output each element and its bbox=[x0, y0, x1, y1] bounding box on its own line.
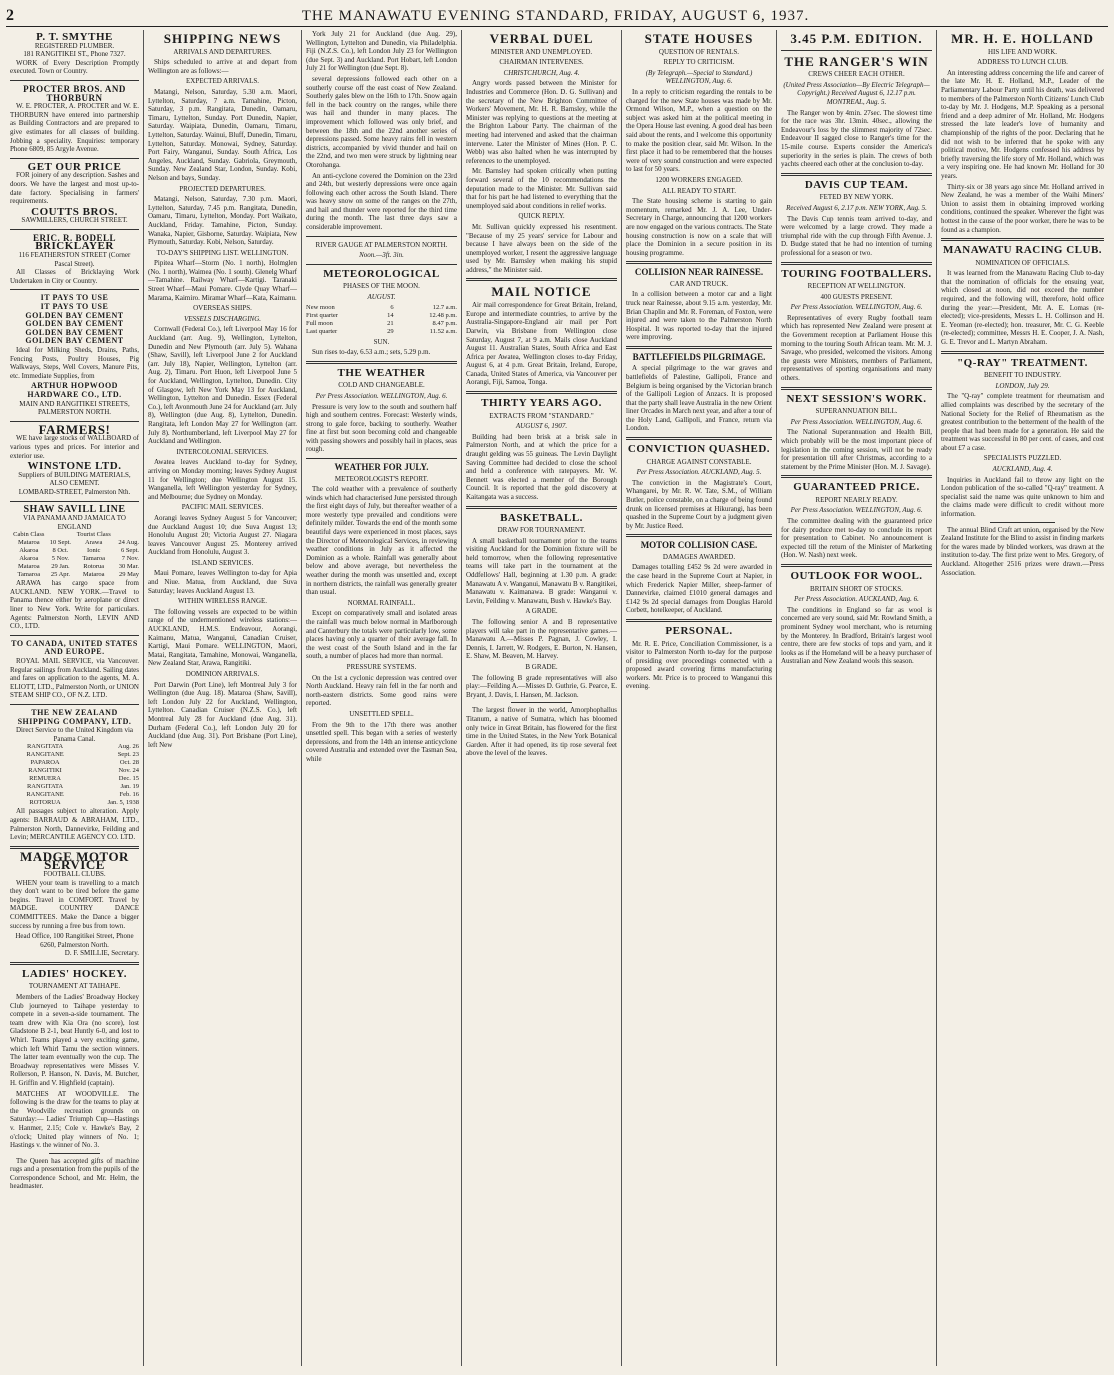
headline-state-houses: STATE HOUSES bbox=[644, 31, 754, 46]
ad-price: GET OUR PRICE FOR joinery of any description. Sashes and doors. We have the largest and most up-to-date factory. Specialising in farmers' requirements. COUTTS BROS. SAWMILLERS, CHURCH STREET. bbox=[10, 160, 139, 225]
headline-ladies-hockey: LADIES' HOCKEY. bbox=[22, 967, 127, 980]
headline-guaranteed-price: GUARANTEED PRICE. bbox=[793, 481, 920, 494]
masthead bbox=[6, 6, 1108, 27]
headline-personal: PERSONAL. bbox=[665, 624, 733, 637]
headline-weather-july: WEATHER FOR JULY. bbox=[334, 462, 429, 473]
headline-outlook-wool: OUTLOOK FOR WOOL. bbox=[790, 570, 923, 582]
headline-meteorological: METEOROLOGICAL bbox=[323, 267, 440, 280]
column-2: SHIPPING NEWS ARRIVALS AND DEPARTURES. Ships scheduled to arrive at and depart from Wellington are as follows:— EXPECTED ARRIVALS. Matangi, Nelson, Saturday, 5.30 a.m. Maori, Lyttelton, Saturday, 7 a.m. Tamahine, Picton, Saturday, 3 p.m. Rangitata, Dunedin, Oamaru, Timaru, Lyttelton, Sunday. Port Dunedin, Napier, Saturday. Waipiata, Dunedin, Oamaru, Timaru, Lyttelton, Saturday. Wainui, Bluff, Dunedin, Timaru, Lyttelton, Saturday. Monowai, Sydney, Saturday. Port Fairy, Wanganui, Sunday. South Africa, Los Angeles, Auckland, Sunday. Gabriola, Greymouth, Sunday. New Zealand Star, London, Sunday. Kobi, Nelson and bays, Sunday. PROJECTED DEPARTURES. Matangi, Nelson, Saturday, 7.30 p.m. Maori, Lyttelton, Saturday, 7.45 p.m. Rangitata, Dunedin, Oamaru, Timaru, Lyttelton, Monday. Port Waikato, Auckland, Friday. Tamahine, Picton, Sunday. Wanaka, Napier, Gisborne, Saturday. Waipiata, New Plymouth, Saturday. Kobi, Nelson, Saturday. TO-DAY'S SHIPPING LIST. WELLINGTON. Pipitea Wharf—Storm (No. 1 north), Holmglen (No. 1 north), Waimea (No. 1 south). Glenelg Wharf—Tamahine. Railway Wharf—Kartigi. Taranaki Street Wharf—Maui Pomare. Clyde Quay Wharf—Marama, Kaimiro. Miramar Wharf—Kata, Kaimanu. OVERSEAS SHIPS. VESSELS DISCHARGING. Cornwall (Federal Co.), left Liverpool May 16 for Auckland (arr. Aug. 9), Wellington, Lyttelton, Dunedin and New Plymouth (arr. July 5). Wahana (Shaw, Savill), left Liverpool June 2 for Auckland (arr. July 18), Napier, Wellington, Lyttelton (arr. Aug. 2), Timaru. Port Huon, left Liverpool June 5 for Auckland, Wellington, Lyttelton, Dunedin. City of Glasgow, left New York May 13 for Auckland, Wellington, Lyttelton and Dunedin. Essex (Federal Co.), left Avonmouth June 24 for Auckland (arr. July 8), Wellington (due Aug. 8), Lyttelton, Dunedin. Rangitata, left London May 27 for Wellington (arr. July 8). Northumberland, left Liverpool May 27 for Auckland and Wellington. INTERCOLONIAL SERVICES. Awatea leaves Auckland to-day for Sydney, arriving on Monday morning; leaves Sydney August 11 for Wellington; due Wellington August 15. Wanganella, left Wellington yesterday for Sydney, and Melbourne; due Sydney on Monday. PACIFIC MAIL SERVICES. Aorangi leaves Sydney August 5 for Vancouver; due Auckland August 10; due Suva August 13; Honolulu August 20; Victoria August 27. Niagara leaves Vancouver August 25. Monterey arrived Auckland from Honolulu, August 3. ISLAND SERVICES. Maui Pomare, leaves Wellington to-day for Apia and Niue. Matua, from Auckland, due Suva Saturday; leaves Auckland August 13. WITHIN WIRELESS RANGE. The following vessels are expected to be within range of the undermentioned wireless stations:— AUCKLAND, H.M.S. Endeavour, Aorangi, Kaimanu, Matua, Wanganui, Canadian Cruiser, Kartigi, Maui Pomare. WELLINGTON, Maori, Matai, Rangitata, Tamahine, Monowai, Wanganella, New Zealand Star, Arawa, Rangitiki. DOMINION ARRIVALS. Port Darwin (Port Line), left Montreal July 3 for Wellington (due Aug. 18). Mataroa (Shaw, Savill), left London July 22 for Auckland, Wellington, Lyttelton. Canadian Cruiser (N.Z.S. Co.), left Montreal July 28 for Auckland (due Aug. 31). Durham (Federal Co.), left London July 20 for Auckland (due Aug. 31). Port Brisbane (Port Line), left New bbox=[144, 30, 302, 1366]
headline-collision: COLLISION NEAR RAINESSE. bbox=[634, 267, 764, 278]
headline-motor-collision: MOTOR COLLISION CASE. bbox=[640, 540, 758, 551]
headline-edition: 3.45 P.M. EDITION. bbox=[790, 31, 923, 46]
column-3: York July 21 for Auckland (due Aug. 29), Wellington, Lyttelton and Dunedin, via Philadelphia. Fiji (N.Z.S. Co.), left London July 23 for Wellington (due Sept. 3) and Auckland. Port Hobart, left London July 21 for Wellington (due Sept. 8). several depressions followed each other on a southerly course off the east coast of New Zealand. Southerly gales blew on the 16th to 17th. Snow again fell in the back country on the ranges, while there was hail and thunder in many places. The improvement which followed was only brief, and between the 18th and the 22nd another series of depressions passed. Some heavy rains fell in western districts, accompanied by vivid thunder and hail on the 22nd, and two men were struck by lightning near Otorohanga. An anti-cyclone covered the Dominion on the 23rd and 24th, but westerly depressions were once again following each other across the South Island. There was heavy snow on some of the ranges on the 27th, and hail and thunder were reported for the third time during the month. The last three days saw a considerable improvement. RIVER GAUGE AT PALMERSTON NORTH. Noon.—3ft. 3in. METEOROLOGICAL PHASES OF THE MOON. AUGUST. New moon 6 12.7 a.m. First quarter 14 12.48 p.m. Full moon 21 8.47 p.m. Last quarter 29 11.52 a.m. SUN. Sun rises to-day, 6.53 a.m.; sets, 5.29 p.m. THE WEATHER COLD AND CHANGEABLE. Per Press Association. WELLINGTON, Aug. 6. Pressure is very low to the south and southern half high and southern centres. Forecast: Westerly winds, strong to gale force, backing to southerly. Weather fine at first but soon becoming cold and changeable with passing showers and possibly hail in places, seas rough. WEATHER FOR JULY. METEOROLOGIST'S REPORT. The cold weather with a prevalence of southerly winds which had characterised June persisted through the first eight days of July, but thereafter weather of a more westerly type prevailed and conditions were definitely milder. Towards the end of the month some beautiful days were experienced in most places, says the Director of Meteorological Services, in reviewing weather conditions in July as it affected the Dominion as a whole. Rainfall was generally about below and above average, but nevertheless the weather during the month was unsettled and, except in northern districts, the rainfall was generally greater than usual. NORMAL RAINFALL. Except on comparatively small and isolated areas the rainfall was much below normal in Marlborough and Canterbury the totals were particularly low, some places having only a quarter of their average fall. In the west coast of the South Island and in the far south, a number of places had more than normal. PRESSURE SYSTEMS. On the 1st a cyclonic depression was centred over North Auckland. Heavy rain fell in the far north and north-eastern districts. Some good rains were reported. UNSETTLED SPELL. From the 9th to the 17th there was another unsettled spell. This began with a series of westerly depressions, and from the 14th an intense anticyclone covered Australia and extended over the Tasman Sea, while bbox=[302, 30, 462, 1366]
article-expected-arrivals: Matangi, Nelson, Saturday, 5.30 a.m. Maori, Lyttelton, Saturday, 7 a.m. Tamahine, Picton, Saturday, 3 p.m. Rangitata, Dunedin, Oamaru, Timaru, Lyttelton, Sunday. Port Dunedin, Napier, Saturday. Waipiata, Dunedin, Oamaru, Timaru, Lyttelton, Saturday. Wainui, Bluff, Dunedin, Timaru, Lyttelton, Saturday. Monowai, Sydney, Saturday. Port Fairy, Wanganui, Sunday. South Africa, Los Angeles, Auckland, Sunday. Gabriola, Greymouth, Sunday. New Zealand Star, London, Sunday. Kobi, Nelson and bays, Sunday. bbox=[148, 88, 297, 182]
savill-table: Cabin Class Tourist Class Mataroa 10 Sept. Arawa 24 Aug. Akaroa 8 Oct. Ionic 6 Sept. Akaroa 5 Nov. Tamaroa 7 Nov. Mataroa 29 Jan. Rotorua 30 Mar. Tamaroa 25 Apr. Mataroa 29 May bbox=[13, 531, 139, 579]
column-4: VERBAL DUEL MINISTER AND UNEMPLOYED. CHAIRMAN INTERVENES. CHRISTCHURCH, Aug. 4. Angry words passed between the Minister for Industries and Commerce (Hon. D. G. Sullivan) and the secretary of the New Brighton Committee of Workers' Movement, Mr. H. R. Barnsley, while the Minister was replying to questions at the meeting at the Brighton Labour Party. The chairman of the meeting had intervened and asked that the chairman intervene. Later the Minister of Mines (Hon. P. C. Webb) was also halted when he was interrupted by references to the unemployed. Mr. Barnsley had spoken critically when putting forward several of the 10 recommendations the deputation made to the Minister. Mr. Sullivan said that for his part he had listened to everything that the unemployed said about conditions in relief works. QUICK REPLY. Mr. Sullivan quickly expressed his resentment. "Because of my 25 years' service for Labour and because I have always been on the side of the unemployed worker, I resent the aggressive language used by Mr. Barnsley when making his stupid address," the Minister said. MAIL NOTICE Air mail correspondence for Great Britain, Ireland, Europe and intermediate countries, to arrive by the Australia-Singapore-England air mail per Port Darwin, via Brisbane from Wellington close Saturday, August 7, at 9 a.m. Mails close Auckland August 11. Australian States, South Africa and East Africa per Awatea, Wellington closes to-day Friday, August 6, at 4 p.m. Great Britain, Ireland, Europe, Canada, United States of America, via Vancouver per Aorangi, Fiji, Samoa, Tonga. THIRTY YEARS AGO. EXTRACTS FROM "STANDARD." AUGUST 6, 1907. Building had been brisk at a brisk sale in Palmerston North, and at which the price for a draught gelding was 55 guineas. The Levin Daylight Saving Committee had decided to close the school and held a conference with ratepayers. Mr. W. Bennett was elected a member of the Borough Council. It is reported that the gold discovery at Kaitangata was a success. BASKETBALL. DRAW FOR TOURNAMENT. A small basketball tournament prior to the teams visiting Auckland for the Dominion fixture will be held tomorrow, when the following representative teams will take part in the tournament at the Oddfellows' Hall, beginning at 1.30 p.m. A grade: Manawatu A v. Wanganui, Manawatu B v. Rangitikei, Manawatu v. Kaimanawa. B grade: Wanganui v. Levin, Feilding v. Manawatu, Bush v. Hawke's Bay. A GRADE. The following senior A and B representative players will take part in the representative games.—Manawatu A.—Misses P. Pagnan, J. Cowley, I. Dennis, I. Jarrett, W. Rodgers, E. Burton, N. Hansen, E. Shaw, M. Beaven, M. Harvey. B GRADE. The following B grade representatives will also play:—Feilding A.—Misses D. Guthrie, G. Pearce, E. Bryant, J. Davis, I. Hansen, M. Jackson. The largest flower in the world, Amorphophallus Titanum, a native of Sumatra, which has bloomed only twice in Great Britain, has flowered for the first time in the United States, in the New York Botanical Garden. After it had opened, its tip rose several feet above the level of the leaves. bbox=[462, 30, 622, 1366]
ad-canada: TO CANADA, UNITED STATES AND EUROPE. ROYAL MAIL SERVICE, via Vancouver. Regular sailings from Auckland. Sailing dates and fares on application to the agents, M. A. ELIOTT, LTD., Palmerston North, or UNION STEAM SHIP CO., OF N.Z. LTD. bbox=[10, 638, 139, 700]
headline-the-weather: THE WEATHER bbox=[337, 366, 426, 379]
ad-cement: IT PAYS TO USE IT PAYS TO USE GOLDEN BAY CEMENT GOLDEN BAY CEMENT GOLDEN BAY CEMENT GOLDEN BAY CEMENT Ideal for Milking Sheds, Drains, Paths, Fencing Posts, Poultry Houses, Pig Walkways, Steps, Well Covers, Manure Pits, etc. Immediate Supplies, from ARTHUR HOPWOOD HARDWARE CO., LTD. MAIN AND RANGITIKEI STREETS, PALMERSTON NORTH. bbox=[10, 293, 139, 417]
headline-davis-cup: DAVIS CUP TEAM. bbox=[804, 178, 909, 191]
headline-shipping-news: SHIPPING NEWS bbox=[163, 31, 282, 46]
column-6: 3.45 P.M. EDITION. THE RANGER'S WIN CREWS CHEER EACH OTHER. (United Press Association—By Electric Telegraph—Copyright.) Received August 6, 12.17 p.m. MONTREAL, Aug. 5. The Ranger won by 4min. 27sec. The slowest time for the race was 3hr. 13min. 40sec., allowing the Endeavour's loss by the slimmest majority of 72sec. Endeavour II sagged close to Ranger's time for the 15-mile course. Experts consider the America's superiority in the series is plain. The crews of both yachts cheered each other at the conclusion to-day. DAVIS CUP TEAM. FETED BY NEW YORK. Received August 6, 2.17 p.m. NEW YORK, Aug. 5. The Davis Cup tennis team arrived to-day, and were welcomed by a large crowd. They made a triumphal ride with the cup through Fifth Avenue. J. D. Budge stated that he had no intention of turning professional for a season or two. TOURING FOOTBALLERS. RECEPTION AT WELLINGTON. 400 GUESTS PRESENT. Per Press Association. WELLINGTON, Aug. 6. Representatives of every Rugby football team which has represented New Zealand were present at the Government reception at Parliament House this morning to the touring South African team. Mr. M. J. Savage, who presided, welcomed the visitors. Among the guests were Ministers, members of Parliament, representatives of sporting organisations and many others. NEXT SESSION'S WORK. SUPERANNUATION BILL. Per Press Association. WELLINGTON, Aug. 6. The National Superannuation and Health Bill, which probably will be the most important piece of legislation in the coming session, will not be ready for presentation till after Christmas, according to a statement by the Prime Minister (Hon. M. J. Savage). GUARANTEED PRICE. REPORT NEARLY READY. Per Press Association. WELLINGTON, Aug. 6. The committee dealing with the guaranteed price for dairy produce met to-day to conclude its report for presentation to Cabinet. No announcement is expected till the return of the Minister of Marketing (Hon. W. Nash) next week. OUTLOOK FOR WOOL. BRITAIN SHORT OF STOCKS. Per Press Association. AUCKLAND, Aug. 6. The conditions in England so far as wool is concerned are very sound, said Mr. Rowland Smith, a prominent Sydney wool merchant, who is returning by the Monterey. In Bradford, Britain's largest wool centre, there are few stocks of tops and yarn, and it looks as if the Homeland will be a heavy purchaser of Australian and New Zealand wools this season. bbox=[777, 30, 937, 1366]
headline-battlefields: BATTLEFIELDS PILGRIMAGE. bbox=[632, 351, 766, 362]
article-hockey: Members of the Ladies' Broadway Hockey Club journeyed to Taihape yesterday to compete in a seven-a-side tournament. The team drew with Kia Ora (no score), lost Gladstone B 2-1, beat Huntly 6-0, and lost to Whirl. Teams played a very exciting game, which left Whirl Tamu the section winners. The latter team eventually won the cup. The Broadway representatives were Misses V. Rollerson, P. Hanson, N. Davis, M. Butcher, H. Griffin and V. Highfield (captain). bbox=[10, 993, 139, 1087]
ad-farmers: FARMERS! WE have large stocks of WALLBOARD of various types and prices. For interior and exterior use. WINSTONE LTD. Suppliers of BUILDING MATERIALS, ALSO CEMENT. LOMBARD-STREET, Palmerston Nth. bbox=[10, 421, 139, 496]
headline-verbal-duel: VERBAL DUEL bbox=[489, 31, 594, 46]
moon-phases-table: New moon 6 12.7 a.m. First quarter 14 12.48 p.m. Full moon 21 8.47 p.m. Last quarter 29 11.52 a.m. bbox=[306, 303, 457, 335]
columns bbox=[6, 30, 1108, 1366]
headline-basketball: BASKETBALL. bbox=[500, 511, 583, 524]
headline-racing-club: MANAWATU RACING CLUB. bbox=[942, 244, 1103, 257]
headline-touring-footballers: TOURING FOOTBALLERS. bbox=[781, 267, 932, 280]
ad-savill: SHAW SAVILL LINE VIA PANAMA AND JAMAICA TO ENGLAND Cabin Class Tourist Class Mataroa 10 Sept. Arawa 24 Aug. Akaroa 8 Oct. Ionic 6 Sept. Akaroa 5 Nov. Tamaroa 7 Nov. Mataroa 29 Jan. Rotorua 30 Mar. Tamaroa 25 Apr. Mataroa 29 May ARAWA has cargo space from AUCKLAND. NEW YORK.—Travel to Panama thence either by aeroplane or direct liner to New York. Write for particulars. Agents: Palmerston North, LEVIN AND CO., LTD. bbox=[10, 503, 139, 631]
ad-smythe: P. T. SMYTHE REGISTERED PLUMBER. 181 RANGITIKEI ST., Phone 7327. WORK of Every Description Promptly executed. Town or Country. bbox=[10, 31, 139, 76]
headline-rangers-win: THE RANGER'S WIN bbox=[784, 53, 929, 69]
headline-q-ray: "Q-RAY" TREATMENT. bbox=[957, 356, 1088, 369]
headline-next-session: NEXT SESSION'S WORK. bbox=[786, 392, 927, 405]
ad-bodell: ERIC. R. BODELL BRICKLAYER 116 FEATHERSTON STREET (Corner Pascal Street). All Classes of Bricklaying Work Undertaken in City or Country. bbox=[10, 232, 139, 285]
headline-thirty-years-ago: THIRTY YEARS AGO. bbox=[481, 397, 602, 410]
nz-shipping-table: RANGITATA Aug. 26 RANGITANE Sept. 23 PAPAROA Oct. 28 RANGITIKI Nov. 24 REMUERA Dec. 15 RANGITATA Jan. 19 RANGITANE Feb. 16 ROTORUA Jan. 5, 1938 bbox=[26, 743, 139, 807]
ad-madge: MADGE MOTOR SERVICE FOOTBALL CLUBS. WHEN your team is travelling to a match they don't want to be tired before the game begins. Travel in COMFORT. Travel by MADGE. COUNTRY DANCE COMMITTEES. Make the Dance a bigger success by running a free bus from town. Head Office, 100 Rangitikei Street, Phone 6260, Palmerston North. D. F. SMILLIE, Secretary. bbox=[10, 848, 139, 958]
ad-procter: PROCTER BROS. AND THORBURN W. E. PROCTER, A. PROCTER and W. E. THORBURN have entered into partnership as Building Contractors and are prepared to give estimates for all classes of building. Jobbing a speciality. Enquiries: temporary Phone 6809, 85 Argyle Avenue. bbox=[10, 83, 139, 154]
column-1: P. T. SMYTHE REGISTERED PLUMBER. 181 RANGITIKEI ST., Phone 7327. WORK of Every Description Promptly executed. Town or Country. PROCTER BROS. AND THORBURN W. E. PROCTER, A. PROCTER and W. E. THORBURN have entered into partnership as Building Contractors and are prepared to give estimates for all classes of building. Jobbing a speciality. Enquiries: temporary Phone 6809, 85 Argyle Avenue. GET OUR PRICE FOR joinery of any description. Sashes and doors. We have the largest and most up-to-date factory. Specialising in farmers' requirements. COUTTS BROS. SAWMILLERS, CHURCH STREET. ERIC. R. BODELL BRICKLAYER 116 FEATHERSTON STREET (Corner Pascal Street). All Classes of Bricklaying Work Undertaken in City or Country. IT PAYS TO USE IT PAYS TO USE GOLDEN BAY CEMENT GOLDEN BAY CEMENT GOLDEN BAY CEMENT GOLDEN BAY CEMENT Ideal for Milking Sheds, Drains, Paths, Fencing Posts, Poultry Houses, Pig Walkways, Steps, Well Covers, Manure Pits, etc. Immediate Supplies, from ARTHUR HOPWOOD HARDWARE CO., LTD. MAIN AND RANGITIKEI STREETS, PALMERSTON NORTH. FARMERS! WE have large stocks of WALLBOARD of various types and prices. For interior and exterior use. WINSTONE LTD. Suppliers of BUILDING MATERIALS, ALSO CEMENT. LOMBARD-STREET, Palmerston Nth. SHAW SAVILL LINE VIA PANAMA AND JAMAICA TO ENGLAND Cabin Class Tourist Class Mataroa 10 Sept. Arawa 24 Aug. Akaroa 8 Oct. Ionic 6 Sept. Akaroa 5 Nov. Tamaroa 7 Nov. Mataroa 29 Jan. Rotorua 30 Mar. Tamaroa 25 Apr. Mataroa 29 May ARAWA has cargo space from AUCKLAND. NEW YORK.—Travel to Panama thence either by aeroplane or direct liner to New York. Write for particulars. Agents: Palmerston North, LEVIN AND CO., LTD. TO CANADA, UNITED STATES AND EUROPE. ROYAL MAIL SERVICE, via Vancouver. Regular sailings from Auckland. Sailing dates and fares on application to the agents, M. A. ELIOTT, LTD., Palmerston North, or UNION STEAM SHIP CO., OF N.Z. LTD. THE NEW ZEALAND SHIPPING COMPANY, LTD. Direct Service to the United Kingdom via Panama Canal. RANGITATA Aug. 26 RANGITANE Sept. 23 PAPAROA Oct. 28 RANGITIKI Nov. 24 REMUERA Dec. 15 RANGITATA Jan. 19 RANGITANE Feb. 16 ROTORUA Jan. 5, 1938 All passages subject to alteration. Apply agents: BARRAUD & ABRAHAM, LTD., Palmerston North, Dannevirke, Feilding and Levin; MERCANTILE AGENCY CO. LTD. MADGE MOTOR SERVICE FOOTBALL CLUBS. WHEN your team is travelling to a match they don't want to be tired before the game begins. Travel in COMFORT. Travel by MADGE. COUNTRY DANCE COMMITTEES. Make the Dance a bigger success by running a free bus from town. Head Office, 100 Rangitikei Street, Phone 6260, Palmerston North. D. F. SMILLIE, Secretary. LADIES' HOCKEY. TOURNAMENT AT TAIHAPE. Members of the Ladies' Broadway Hockey Club journeyed to Taihape yesterday to compete in a seven-a-side tournament. The team drew with Kia Ora (no score), lost Gladstone B 2-1, beat Huntly 6-0, and lost to Whirl. Teams played a very exciting game, which left Whirl Tamu the section winners. The latter team eventually won the cup. The Broadway representatives were Misses V. Rollerson, P. Hanson, N. Davis, M. Butcher, H. Griffin and V. Highfield (captain). MATCHES AT WOODVILLE. The following is the draw for the teams to play at the Woodville recreation grounds on Saturday:— Ladies' Triumph Cup—Hastings v. Hanmer, 2.15; Cole v. Hawke's Bay, 2 o'clock; United play winners of No. 1; Hastings v. the winner of No. 3. The Queen has accepted gifts of machine rugs and a presentation from the pupils of the Correspondence School, and Mr. Helm, the headmaster. bbox=[6, 30, 144, 1366]
newspaper-title: THE MANAWATU EVENING STANDARD, FRIDAY, AUGUST 6, 1937. bbox=[301, 7, 810, 24]
ad-nz-shipping: THE NEW ZEALAND SHIPPING COMPANY, LTD. Direct Service to the United Kingdom via Panama Canal. RANGITATA Aug. 26 RANGITANE Sept. 23 PAPAROA Oct. 28 RANGITIKI Nov. 24 REMUERA Dec. 15 RANGITATA Jan. 19 RANGITANE Feb. 16 ROTORUA Jan. 5, 1938 All passages subject to alteration. Apply agents: BARRAUD & ABRAHAM, LTD., Palmerston North, Dannevirke, Feilding and Levin; MERCANTILE AGENCY CO. LTD. bbox=[10, 708, 139, 842]
headline-mail-notice: MAIL NOTICE bbox=[491, 284, 592, 300]
column-5: STATE HOUSES QUESTION OF RENTALS. REPLY TO CRITICISM. (By Telegraph.—Special to Standard.) WELLINGTON, Aug. 6. In a reply to criticism regarding the rentals to be charged for the new State houses was made by Mr. Ormond Wilson, M.P., when a question on the subject was asked him at the political meeting in the Opera House last evening. A good deal has been said about the rents, and I welcome this opportunity to make the position clear, said Mr. Wilson. In the first place it had to be remembered that the houses were of very sound construction and were expected to last for 50 years. 1200 WORKERS ENGAGED. ALL READY TO START. The State housing scheme is starting to gain momentum, remarked Mr. J. A. Lee, Under-Secretary in Charge, announcing that 1200 workers are now engaged on the various contracts. The State housing construction is now on a scale that will place the Dominion in a secure position in its housing programme. COLLISION NEAR RAINESSE. CAR AND TRUCK. In a collision between a motor car and a light truck near Rainesse, about 9.15 a.m. yesterday, Mr. Brian Chaplin and Mr. R. Foreman, of Foxton, were injured and were taken to the Palmerston North Hospital. It was reported to-day that the injured were improving. BATTLEFIELDS PILGRIMAGE. A special pilgrimage to the war graves and battlefields of Palestine, Gallipoli, France and Belgium is being organised by the Victorian branch of the Gallipoli Legion of Anzacs. It is proposed that the party shall leave Australia in the new Orient liner Orcades in March next year, and after a tour of the Holy Land, Gallipoli, and France, return via London. CONVICTION QUASHED. CHARGE AGAINST CONSTABLE. Per Press Association. AUCKLAND, Aug. 5. The conviction in the Magistrate's Court, Whangarei, by Mr. R. W. Tate, S.M., of William Butler, police constable, on a charge of being found drunk on licensed premises at Hikurangi, has been quashed in the Supreme Court by a judgment given by Mr. Justice Reed. MOTOR COLLISION CASE. DAMAGES AWARDED. Damages totalling £452 9s 2d were awarded in the case heard in the Supreme Court at Napier, in which Frederick Napier Miller, sheep-farmer of Dannevirke, claimed £1010 general damages and £142 9s 2d special damages from Douglas Harold Corbett, hotelkeeper, of Auckland. PERSONAL. Mr. R. E. Price, Conciliation Commissioner, is a visitor to Palmerston North to-day for the purpose of presiding over proceedings connected with a proposed award covering firms manufacturing workers. Mr. Price is to proceed to Wanganui this evening. bbox=[622, 30, 777, 1366]
page-number: 2 bbox=[6, 7, 15, 24]
headline-conviction-quashed: CONVICTION QUASHED. bbox=[627, 443, 771, 456]
headline-holland: MR. H. E. HOLLAND bbox=[951, 31, 1094, 46]
column-7: MR. H. E. HOLLAND HIS LIFE AND WORK. ADDRESS TO LUNCH CLUB. An interesting address concerning the life and career of the late Mr. H. E. Holland, M.P., Leader of the Parliamentary Labour Party until his death, was delivered to members of the Palmerston North Citizens' Lunch Club to-day by Mr. J. Hodgens, M.P. Speaking as a personal friend and a deep admirer of Mr. Holland, Mr. Hodgens stressed the late leader's love of humanity and championship of the rights of the poor. Declaring that he did not wish to be inferred that he spoke with any political motive, Mr. Hodgens confessed his address by briefly traversing the life story of Mr. Holland, which was a very inspiring one. He had known Mr. Holland for 30 years. Thirty-six or 38 years ago since Mr. Holland arrived in New Zealand, he was a member of the Waihi Miners' Union to assist them in obtaining improved working conditions, continued the speaker. Wherever the fight was hottest in the cause of the poor worker, there he was to be found as a champion. MANAWATU RACING CLUB. NOMINATION OF OFFICIALS. It was learned from the Manawatu Racing Club to-day that the nomination of officials for the ensuing year, which closed at noon, did not exceed the number required, and the following will, therefore, hold office during the year:—President, Mr. A. E. Lomas (re-elected); vice-presidents, Messrs L. H. Collinson and H. E. Yeoman (re-elected); hon. treasurer, Mr. C. G. Keeble (re-elected); committee, Messrs H. E. Cooper, J. A. Nash, G. E. Trevor and L. Martyn Abraham. "Q-RAY" TREATMENT. BENEFIT TO INDUSTRY. LONDON, July 29. The "Q-ray" complete treatment for rheumatism and allied complaints was described by the secretary of the National Society for the Relief of Rheumatism as the greatest contribution to the betterment of the health of the people that had been made for a generation. He said the treatment was successful in 80 per cent. of cases, and cost about £7 a case. SPECIALISTS PUZZLED. AUCKLAND, Aug. 4. Inquiries in Auckland fail to throw any light on the London publication of the so-called "Q-ray" treatment. A specialist said the name was quite unknown to him and the claims made were difficult to credit without more information. The annual Blind Craft art union, organised by the New Zealand Institute for the Blind to assist in finding markets for the wares made by blinded workers, was drawn at the institution to-day. The first prize went to Mrs. Gregory, of Auckland. Altogether 2516 prizes were drawn.—Press Association. bbox=[941, 31, 1105, 577]
